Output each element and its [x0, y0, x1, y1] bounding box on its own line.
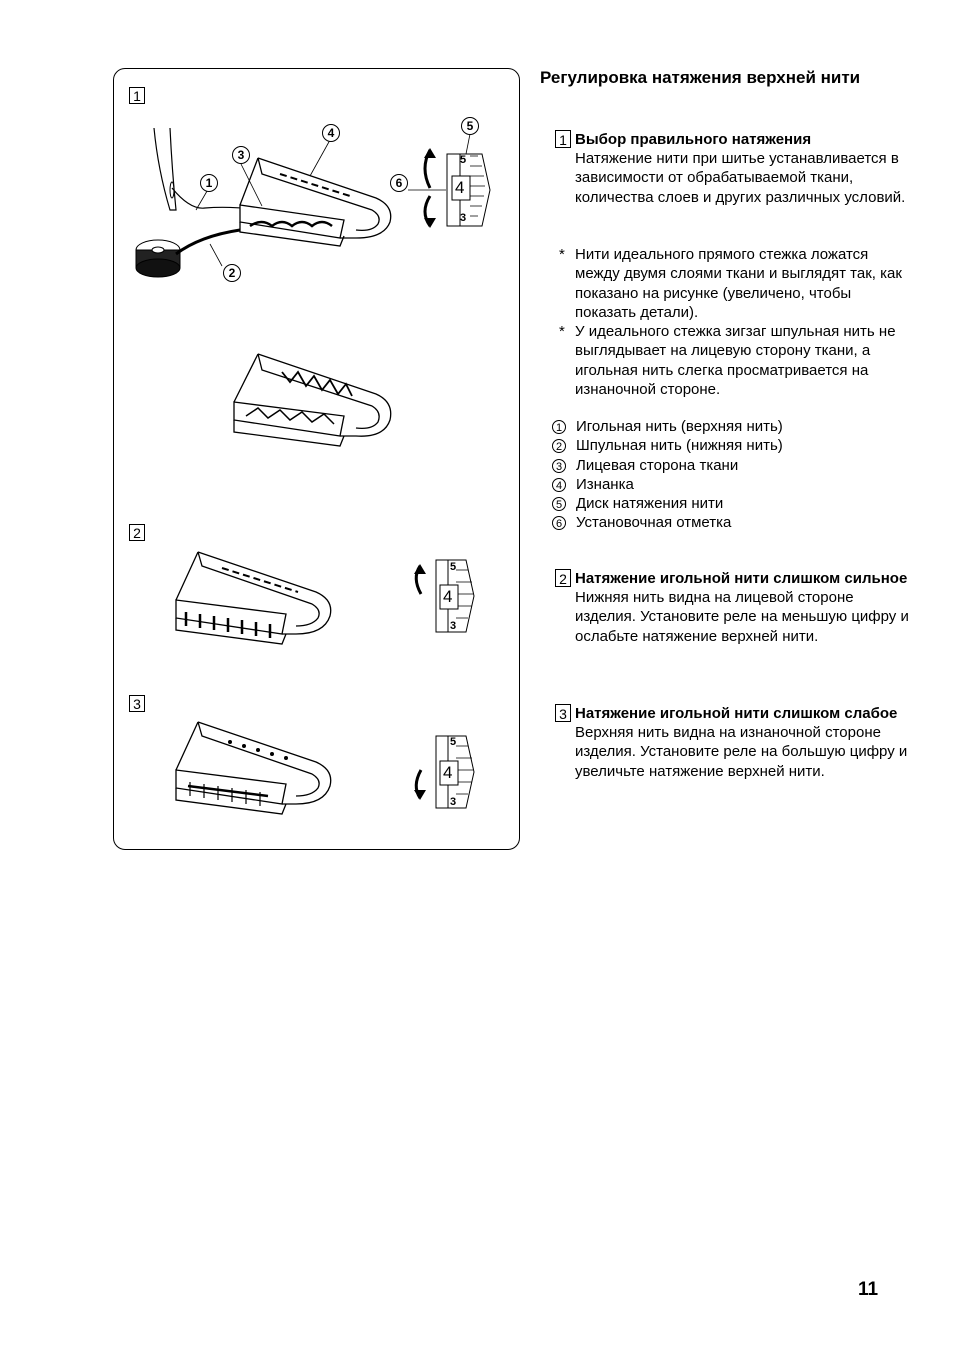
section-2-heading — [553, 569, 913, 588]
legend-text: Установочная отметка — [576, 514, 732, 532]
legend-text: Шпульная нить (нижняя нить) — [576, 437, 783, 455]
legend-list — [551, 417, 911, 533]
section-3-heading — [553, 704, 913, 723]
section-3-body: Верхняя нить видна на изнаночной стороне изделия. Установите реле на большую цифру и увеличьте натяжение верхней нити. — [575, 724, 908, 780]
section-2 — [553, 569, 913, 646]
note-2 — [553, 322, 908, 399]
legend-text: Диск натяжения нити — [576, 495, 724, 513]
note-1-text: Нити идеального прямого стежка ложатся между двумя слоями ткани и выглядят так, как показано на рисунке (увеличено, чтобы показать детали). — [575, 246, 902, 321]
legend-item — [551, 475, 911, 494]
dial3-top-number: 5 — [450, 736, 457, 748]
callout-5: 5 — [461, 117, 479, 135]
note-1-bullet: * — [559, 246, 565, 263]
dial2-top-number: 5 — [450, 561, 457, 573]
legend-number: 1 — [552, 420, 566, 434]
figure-label-1: 1 — [129, 87, 145, 104]
legend-number: 6 — [552, 516, 566, 530]
note-1 — [553, 245, 908, 322]
legend-item — [551, 494, 911, 513]
legend-item — [551, 436, 911, 455]
page-title: Регулировка натяжения верхней нити — [540, 68, 861, 87]
section-1 — [553, 130, 913, 207]
dial2-mid-number: 4 — [443, 587, 453, 606]
section-1-heading-text: Выбор правильного натяжения — [575, 131, 812, 148]
section-2-heading-text: Натяжение игольной нити слишком сильное — [575, 570, 908, 587]
dial1-mid-number: 4 — [455, 178, 465, 197]
section-1-body: Натяжение нити при шитье устанавливается в зависимости от обрабатываемой ткани, количества слоев и других различных условий. — [575, 150, 906, 206]
legend-item — [551, 417, 911, 436]
dial1-top-number: 5 — [460, 154, 467, 166]
section-3-number: 3 — [555, 704, 571, 722]
page-number: 11 — [858, 1279, 879, 1300]
note-2-bullet: * — [559, 323, 565, 340]
section-2-number: 2 — [555, 569, 571, 587]
dial3-bottom-number: 3 — [450, 796, 457, 808]
figure-label-2: 2 — [129, 524, 145, 541]
legend-number: 2 — [552, 439, 566, 453]
legend-text: Лицевая сторона ткани — [576, 456, 739, 474]
callout-3: 3 — [232, 146, 250, 164]
legend-text: Изнанка — [576, 475, 634, 493]
note-2-text: У идеального стежка зигзаг шпульная нить не выглядывает на лицевую сторону ткани, а игольная нить слегка просматривается на изнаночной стороне. — [575, 323, 896, 398]
callout-1: 1 — [200, 174, 218, 192]
section-3 — [553, 704, 913, 781]
legend-item — [551, 513, 911, 532]
legend-number: 4 — [552, 478, 566, 492]
legend-number: 3 — [552, 459, 566, 473]
dial3-mid-number: 4 — [443, 763, 453, 782]
dial1-bottom-number: 3 — [460, 212, 467, 224]
dial2-bottom-number: 3 — [450, 620, 457, 632]
callout-4: 4 — [322, 124, 340, 142]
callout-2: 2 — [223, 264, 241, 282]
section-1-number: 1 — [555, 130, 571, 148]
legend-number: 5 — [552, 497, 566, 511]
figure-label-3: 3 — [129, 695, 145, 712]
section-2-body: Нижняя нить видна на лицевой стороне изделия. Установите реле на меньшую цифру и ослабьте натяжение верхней нити. — [575, 589, 909, 645]
section-3-heading-text: Натяжение игольной нити слишком слабое — [575, 705, 898, 722]
legend-text: Игольная нить (верхняя нить) — [576, 418, 783, 435]
legend-item — [551, 456, 911, 475]
section-1-heading — [553, 130, 913, 149]
callout-6: 6 — [390, 174, 408, 192]
